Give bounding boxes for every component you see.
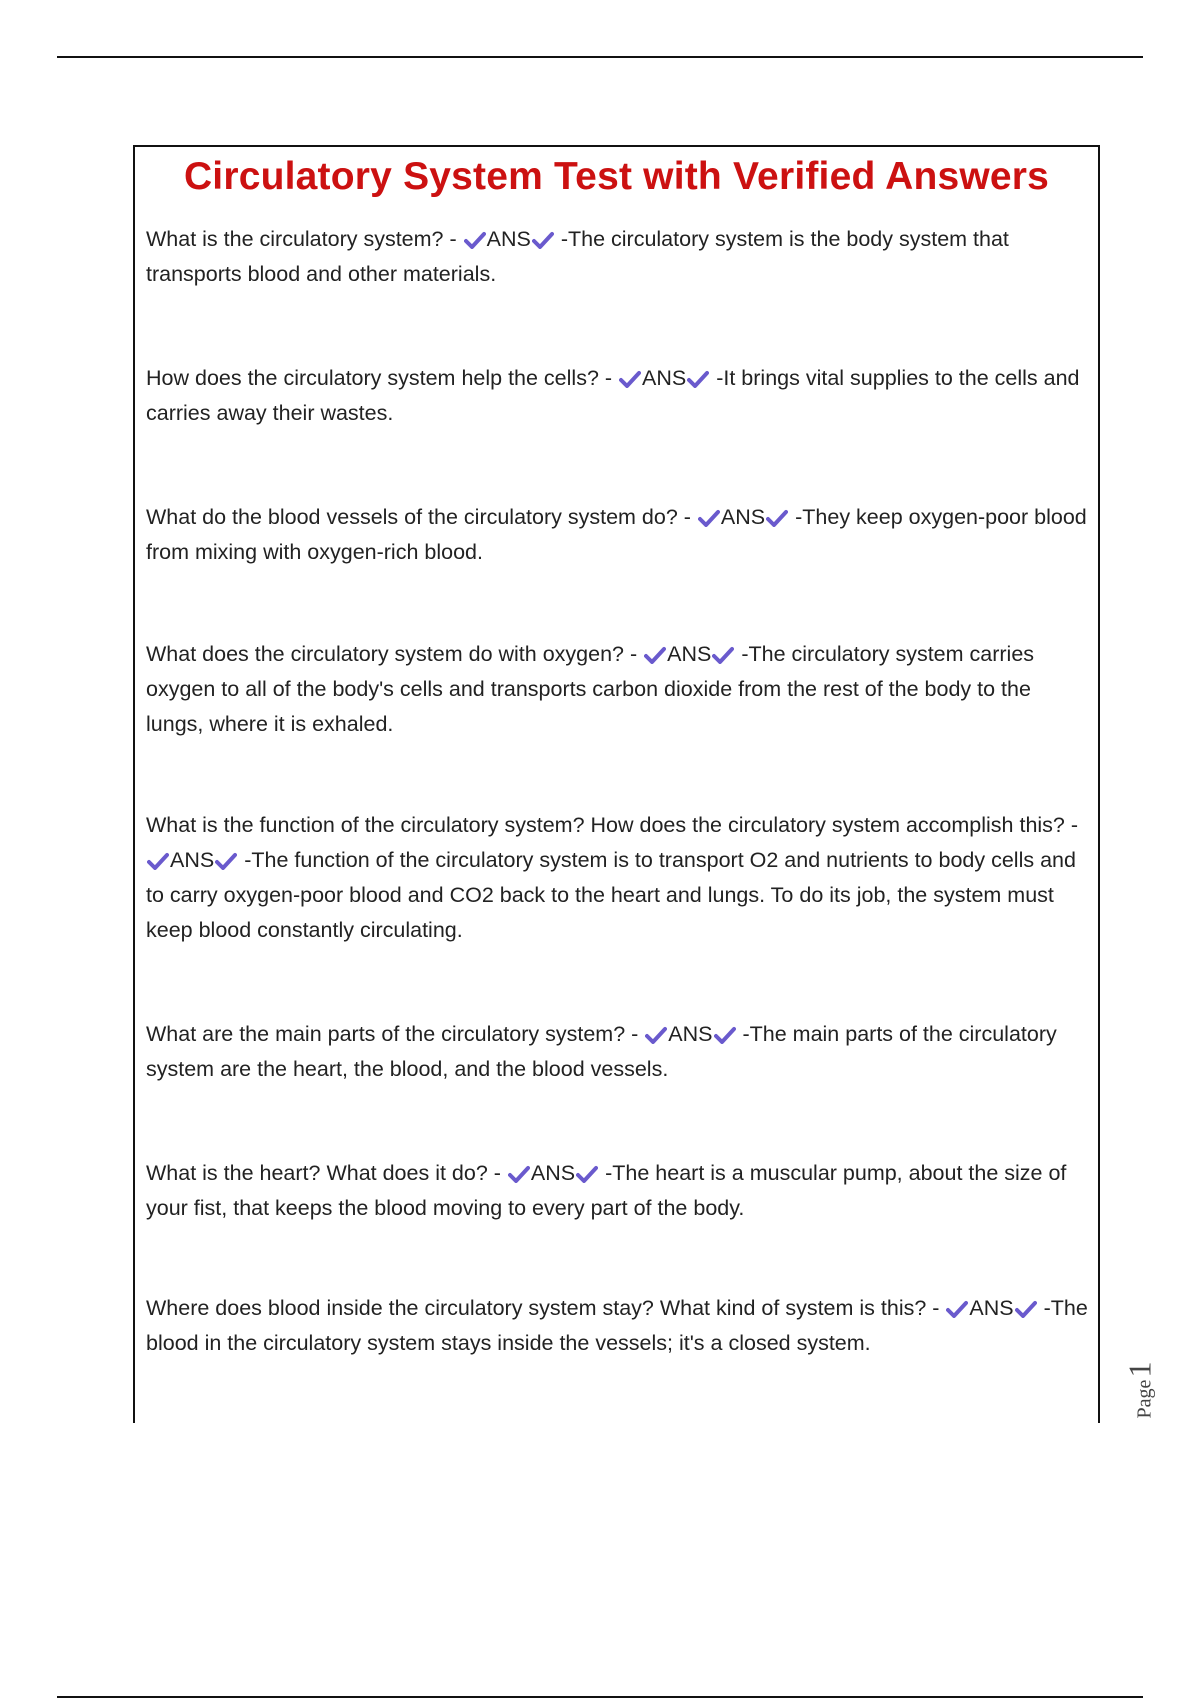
answer-marker: ANS xyxy=(642,366,687,390)
answer-text: -They keep oxygen-poor blood from mixing with oxygen-rich blood. xyxy=(146,505,1087,564)
check-icon xyxy=(619,370,641,388)
check-icon xyxy=(687,370,709,388)
document-page xyxy=(133,145,1100,1423)
check-icon xyxy=(712,646,734,664)
qa-item xyxy=(146,1291,1091,1361)
check-icon xyxy=(508,1165,530,1183)
answer-marker: ANS xyxy=(668,1022,713,1046)
answer-text: -The circulatory system is the body system that transports blood and other materials. xyxy=(146,227,1009,286)
check-icon xyxy=(698,509,720,527)
question-text: How does the circulatory system help the cells? - xyxy=(146,366,613,390)
bottom-rule xyxy=(57,1696,1143,1698)
answer-marker: ANS xyxy=(667,642,712,666)
check-icon xyxy=(766,509,788,527)
question-text: Where does blood inside the circulatory system stay? What kind of system is this? - xyxy=(146,1296,940,1320)
check-icon xyxy=(532,231,554,249)
qa-item xyxy=(146,1017,1091,1087)
check-icon xyxy=(946,1300,968,1318)
page-label: Page xyxy=(1133,1379,1156,1419)
page-number-value: 1 xyxy=(1121,1361,1158,1378)
answer-marker: ANS xyxy=(969,1296,1014,1320)
question-text: What do the blood vessels of the circulatory system do? - xyxy=(146,505,691,529)
check-icon xyxy=(714,1026,736,1044)
qa-item xyxy=(146,222,1091,292)
answer-marker: ANS xyxy=(530,1161,576,1185)
check-icon xyxy=(147,852,169,870)
qa-item xyxy=(146,361,1091,431)
page-number xyxy=(1122,1362,1159,1419)
check-icon xyxy=(464,231,486,249)
check-icon xyxy=(645,1026,667,1044)
answer-text: -The main parts of the circulatory system are the heart, the blood, and the blood vessels. xyxy=(146,1022,1057,1081)
question-text: What is the circulatory system? - xyxy=(146,227,457,251)
qa-item xyxy=(146,808,1091,948)
qa-item xyxy=(146,500,1091,570)
check-icon xyxy=(1015,1300,1037,1318)
check-icon xyxy=(576,1165,598,1183)
answer-marker: ANS xyxy=(170,848,215,872)
question-text: What are the main parts of the circulatory system? - xyxy=(146,1022,639,1046)
check-icon xyxy=(644,646,666,664)
question-text: What is the function of the circulatory system? How does the circulatory system accomplish this? - xyxy=(146,813,1079,837)
answer-marker: ANS xyxy=(720,505,766,529)
answer-text: -The blood in the circulatory system stays inside the vessels; it's a closed system. xyxy=(146,1296,1088,1355)
answer-text: -It brings vital supplies to the cells and carries away their wastes. xyxy=(146,366,1080,425)
answer-text: -The circulatory system carries oxygen to all of the body's cells and transports carbon dioxide from the rest of the body to the lungs, where it is exhaled. xyxy=(146,642,1035,736)
top-rule xyxy=(57,56,1143,58)
qa-item xyxy=(146,1156,1091,1226)
question-text: What is the heart? What does it do? - xyxy=(146,1161,501,1185)
answer-text: -The function of the circulatory system is to transport O2 and nutrients to body cells and to carry oxygen-poor blood and CO2 back to the heart and lungs. To do its job, the system must keep blood constantly circulating. xyxy=(146,848,1076,942)
question-text: What does the circulatory system do with oxygen? - xyxy=(146,642,638,666)
answer-text: -The heart is a muscular pump, about the size of your fist, that keeps the blood moving to every part of the body. xyxy=(146,1161,1067,1220)
qa-item xyxy=(146,637,1091,742)
document-title: Circulatory System Test with Verified Answers xyxy=(183,155,1050,198)
answer-marker: ANS xyxy=(486,227,531,251)
check-icon xyxy=(215,852,237,870)
